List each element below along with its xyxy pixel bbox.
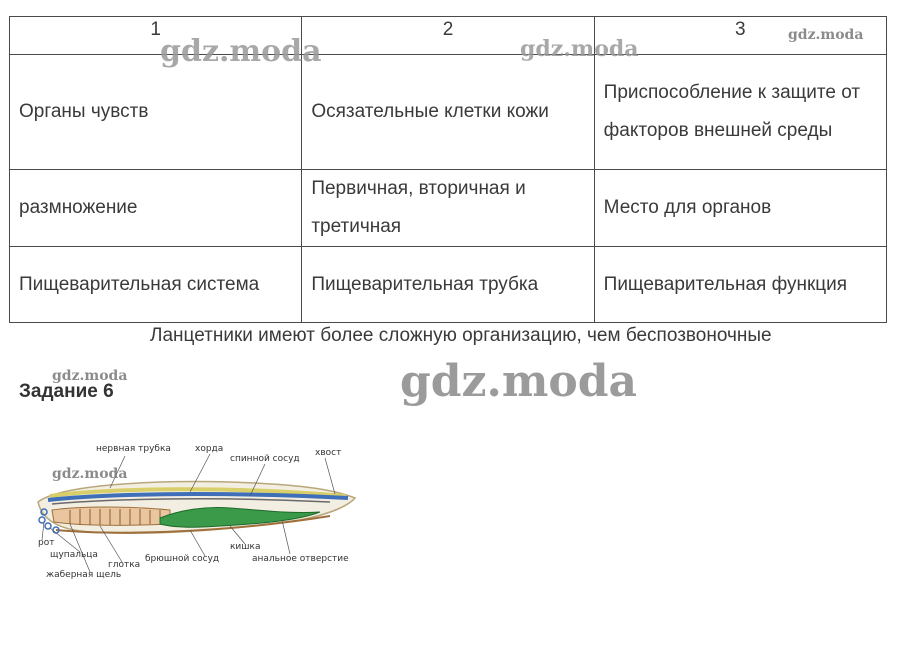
watermark: gdz.moda	[52, 466, 128, 482]
summary-text: Ланцетники имеют более сложную организацию, чем беспозвоночные	[150, 325, 772, 346]
table-cell: Органы чувств	[10, 55, 302, 170]
table-cell: размножение	[10, 170, 302, 247]
answer-table	[9, 16, 887, 323]
table-cell: Приспособление к защите от факторов внешней среды	[594, 55, 886, 170]
label-tail: хвост	[315, 448, 342, 458]
header-cell: 3	[594, 17, 886, 55]
watermark: gdz.moda	[788, 27, 864, 43]
header-cell: 2	[302, 17, 594, 55]
table-row	[10, 247, 887, 323]
table-cell: Первичная, вторичная и третичная	[302, 170, 594, 247]
label-ventral-vessel: брюшной сосуд	[145, 554, 220, 564]
table-header-row	[10, 17, 887, 55]
lancelet-illustration	[30, 440, 370, 590]
label-chord: хорда	[195, 444, 224, 454]
watermark: gdz.moda	[520, 36, 639, 62]
label-nerve-tube: нервная трубка	[96, 444, 171, 454]
table-cell: Осязательные клетки кожи	[302, 55, 594, 170]
label-mouth: рот	[38, 538, 55, 548]
table-cell: Пищеварительная система	[10, 247, 302, 323]
table-cell: Место для органов	[594, 170, 886, 247]
lancelet-diagram	[30, 440, 370, 590]
label-pharynx: глотка	[108, 560, 141, 570]
table-cell: Пищеварительная функция	[594, 247, 886, 323]
task-title: Задание 6	[19, 381, 114, 402]
label-tentacles: щупальца	[50, 550, 98, 560]
label-gill-slit: жаберная щель	[46, 570, 122, 580]
table-row	[10, 170, 887, 247]
watermark: gdz.moda	[400, 356, 638, 407]
label-anus: анальное отверстие	[252, 554, 349, 564]
header-cell: 1	[10, 17, 302, 55]
watermark: gdz.moda	[160, 34, 322, 69]
table-row	[10, 55, 887, 170]
table-cell: Пищеварительная трубка	[302, 247, 594, 323]
label-intestine: кишка	[230, 542, 261, 552]
watermark: gdz.moda	[52, 368, 128, 384]
label-dorsal-vessel: спинной сосуд	[230, 454, 300, 464]
